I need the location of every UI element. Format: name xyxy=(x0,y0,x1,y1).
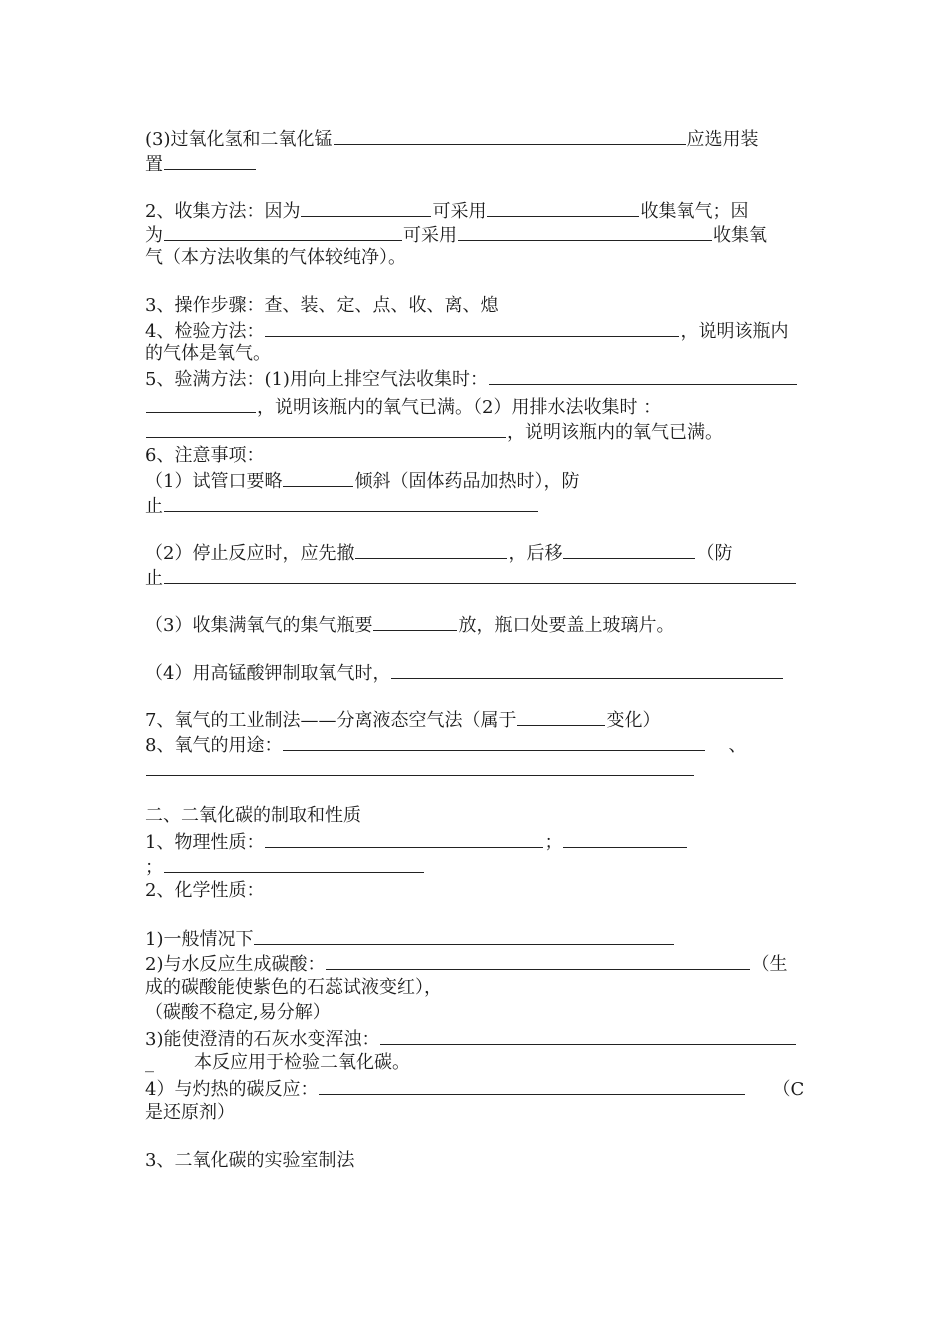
line-collect-method: 2、收集方法：因为 可采用 收集氧气；因 xyxy=(145,198,748,222)
line-apparatus: 置 xyxy=(145,151,257,175)
line-chemical: 2、化学性质： xyxy=(145,880,265,901)
answer-blank[interactable] xyxy=(489,366,797,385)
section-co2-title: 二、二氧化碳的制取和性质 xyxy=(145,805,361,826)
line-caution-4: （4）用高锰酸钾制取氧气时， xyxy=(145,660,784,684)
line-chem-4b: 是还原剂） xyxy=(145,1102,235,1123)
line-steps: 3、操作步骤：查、装、定、点、收、离、熄 xyxy=(145,295,499,316)
line-physical-2: ； xyxy=(145,854,425,878)
line-chem-4: 4）与灼热的碳反应： （C xyxy=(145,1076,804,1100)
answer-blank[interactable] xyxy=(164,854,424,873)
answer-blank[interactable] xyxy=(563,829,687,848)
answer-blank[interactable] xyxy=(164,151,256,170)
answer-blank[interactable] xyxy=(283,732,705,751)
line-cautions: 6、注意事项： xyxy=(145,445,265,466)
answer-blank[interactable] xyxy=(487,198,639,217)
answer-blank[interactable] xyxy=(265,318,679,337)
line-test-result: 的气体是氧气。 xyxy=(145,343,271,364)
answer-blank[interactable] xyxy=(146,394,256,413)
answer-blank[interactable] xyxy=(254,926,674,945)
answer-blank[interactable] xyxy=(355,540,507,559)
line-uses-2 xyxy=(145,757,695,781)
line-chem-2c: （碳酸不稳定,易分解） xyxy=(145,1002,331,1023)
line-test-method: 4、检验方法： ，说明该瓶内 xyxy=(145,318,788,342)
answer-blank[interactable] xyxy=(164,222,402,241)
line-chem-3b: _ 本反应用于检验二氧化碳。 xyxy=(145,1052,410,1073)
line-chem-1: 1)一般情况下 xyxy=(145,926,675,950)
answer-blank[interactable] xyxy=(164,493,538,512)
answer-blank[interactable] xyxy=(146,757,694,776)
answer-blank[interactable] xyxy=(283,468,353,487)
line-chem-2b: 成的碳酸能使紫色的石蕊试液变红）， xyxy=(145,977,442,998)
line-chem-2: 2)与水反应生成碳酸： （生 xyxy=(145,951,787,975)
answer-blank[interactable] xyxy=(326,951,750,970)
answer-blank[interactable] xyxy=(301,198,431,217)
answer-blank[interactable] xyxy=(380,1026,796,1045)
answer-blank[interactable] xyxy=(265,829,543,848)
answer-blank[interactable] xyxy=(373,612,457,631)
line-full-check-2: ，说明该瓶内的氧气已满。（2）用排水法收集时 ： xyxy=(145,394,661,418)
line-full-check: 5、验满方法：(1)用向上排空气法收集时： xyxy=(145,366,798,390)
answer-blank[interactable] xyxy=(319,1076,745,1095)
answer-blank[interactable] xyxy=(164,565,796,584)
answer-blank[interactable] xyxy=(517,707,605,726)
line-caution-2b: 止 xyxy=(145,565,797,589)
line-co2-lab-prep: 3、二氧化碳的实验室制法 xyxy=(145,1150,355,1171)
line-caution-3: （3）收集满氧气的集气瓶要 放，瓶口处要盖上玻璃片。 xyxy=(145,612,674,636)
answer-blank[interactable] xyxy=(334,126,686,145)
line-industrial: 7、氧气的工业制法——分离液态空气法（属于 变化） xyxy=(145,707,660,731)
line-collect-method-2: 为 可采用 收集氧 xyxy=(145,222,767,246)
line-uses: 8、氧气的用途： 、 xyxy=(145,732,746,756)
answer-blank[interactable] xyxy=(146,419,506,438)
line-3-h2o2: (3)过氧化氢和二氧化锰 应选用装 xyxy=(145,126,759,150)
line-full-check-3: ，说明该瓶内的氧气已满。 xyxy=(145,419,723,443)
line-collect-note: 气（本方法收集的气体较纯净）。 xyxy=(145,247,406,268)
line-physical: 1、物理性质： ； xyxy=(145,829,688,853)
line-caution-1: （1）试管口要略 倾斜（固体药品加热时），防 xyxy=(145,468,579,492)
line-caution-2: （2）停止反应时，应先撤 ，后移 （防 xyxy=(145,540,732,564)
line-caution-1b: 止 xyxy=(145,493,539,517)
answer-blank[interactable] xyxy=(458,222,712,241)
answer-blank[interactable] xyxy=(391,660,783,679)
answer-blank[interactable] xyxy=(563,540,695,559)
line-chem-3: 3)能使澄清的石灰水变浑浊： xyxy=(145,1026,797,1050)
